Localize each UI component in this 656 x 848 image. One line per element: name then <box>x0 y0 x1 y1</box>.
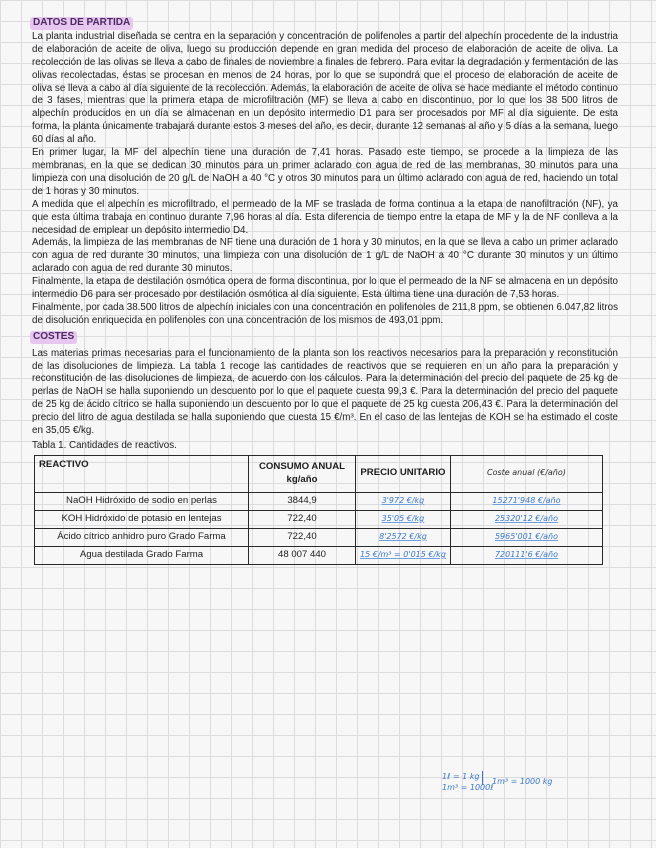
paragraph-costes: Las materias primas necesarias para el funcionamiento de la planta son los reactivos necesarios para la preparación y reconstitución de las disoluciones de limpieza. La tabla 1 recoge las cantidades de reactivos que se requieren en un año para la preparación y reconstitución de las disoluciones de limpieza, de acuerdo con los cálculos. Para la determinación del precio del paquete de 25 kg de perlas de NaOH se halla suponiendo un descuento por lo que el paquete cuesta 99,3 €. Para la determinación del precio del paquete de 25 kg de ácido cítrico se halla suponiendo un descuento por lo que el paquete de 25 kg cuesta 206,43 €. Para la determinación del precio del litro de agua destilada se halla suponiendo que cuesta 15 €/m³. En el caso de las lentejas de KOH se ha estimado el coste en 35,05 €/kg. <box>32 347 618 437</box>
table-row <box>35 546 603 564</box>
cell-consumo: 722,40 <box>249 510 356 528</box>
section-heading-datos: DATOS DE PARTIDA <box>30 17 133 30</box>
cell-precio: 3'972 €/kg <box>381 495 425 505</box>
paragraph-4: Además, la limpieza de las membranas de NF tiene una duración de 1 hora y 30 minutos, en la que se lleva a cabo un primer aclarado con agua de red durante 30 minutos, una limpieza con una disolución de 1 g/L de NaOH a 40 °C durante 30 minutos y un último aclarado con agua de red durante 30 minutos. <box>32 237 618 275</box>
cell-consumo: 3844,9 <box>249 492 356 510</box>
cell-precio: 35'05 €/kg <box>381 513 425 523</box>
cell-reactivo: Ácido cítrico anhidro puro Grado Farma <box>35 528 249 546</box>
reagents-table <box>34 455 603 565</box>
table-row <box>35 492 603 510</box>
table-row <box>35 528 603 546</box>
header-reactivo: REACTIVO <box>35 455 249 492</box>
cell-reactivo: NaOH Hidróxido de sodio en perlas <box>35 492 249 510</box>
cell-reactivo: KOH Hidróxido de potasio en lentejas <box>35 510 249 528</box>
note-m3-kg: 1m³ = 1000 kg <box>492 777 553 786</box>
table-caption: Tabla 1. Cantidades de reactivos. <box>32 440 177 451</box>
paragraph-1: La planta industrial diseñada se centra en la separación y concentración de polifenoles a partir del alpechín procedente de la industria de elaboración de aceite de oliva, luego su producción depende en gran medida del proceso de elaboración de aceite de oliva. La recolección de las olivas se lleva a cabo de finales de noviembre a finales de febrero. Para evitar la degradación y fermentación de las olivas recolectadas, éstas se procesan en menos de 24 horas, por lo que se supondrá que el proceso de elaboración de aceite de oliva se lleva a cabo al día siguiente de la recolección. Además, la elaboración de aceite de oliva se hace mediante el método continuo de 3 fases, mientras que la primera etapa de microfiltración (MF) se lleva a cabo en discontinuo, por lo que los 38 500 litros de alpechín producidos en un día se almacenan en un depósito intermedio D1 para ser procesados por MF al día siguiente. De esta forma, la planta únicamente trabajará durante estos 3 meses del año, es decir, durante 12 semanas al año y 5 días a la semana, luego 60 días al año. <box>32 30 618 146</box>
handwritten-notes <box>442 771 553 793</box>
header-consumo: CONSUMO ANUAL kg/año <box>249 455 356 492</box>
cell-precio: 15 €/m³ = 0'015 €/kg <box>360 549 446 559</box>
cell-consumo: 722,40 <box>249 528 356 546</box>
paragraph-5: Finalmente, la etapa de destilación osmótica opera de forma discontinua, por lo que el permeado de la NF se almacena en un depósito intermedio D6 para ser procesado por destilación osmótica al día siguiente. Esta última tiene una duración de 7,53 horas. <box>32 276 618 301</box>
paragraph-6: Finalmente, por cada 38.500 litros de alpechín iniciales con una concentración en polifenoles de 211,8 ppm, se obtienen 6.047,82 litros de disolución enriquecida en polifenoles con una concentración de los mismos de 493,01 ppm. <box>32 301 618 326</box>
cell-coste: 5965'001 €/año <box>494 531 558 541</box>
section-heading-costes: COSTES <box>30 331 77 344</box>
header-precio: PRECIO UNITARIO <box>356 455 451 492</box>
cell-coste: 15271'948 €/año <box>492 495 561 505</box>
table-row <box>35 510 603 528</box>
table-header-row <box>35 455 603 492</box>
note-m3-litre: 1m³ = 1000ℓ <box>442 783 494 792</box>
note-litre-kg: 1ℓ = 1 kg <box>442 772 480 781</box>
header-coste-anual: Coste anual (€/año) <box>450 455 602 492</box>
cell-coste: 25320'12 €/año <box>494 513 558 523</box>
document-page <box>32 17 618 565</box>
cell-coste: 720111'6 €/año <box>494 549 558 559</box>
cell-reactivo: Agua destilada Grado Farma <box>35 546 249 564</box>
bracket-arrow-icon <box>482 771 492 785</box>
cell-consumo: 48 007 440 <box>249 546 356 564</box>
paragraph-2: En primer lugar, la MF del alpechín tiene una duración de 7,41 horas. Pasado este tiempo, se procede a la limpieza de las membranas, en la que se dedican 30 minutos para un primer aclarado con agua de red de las membranas, 30 minutos para una limpieza con una disolución de 20 g/L de NaOH a 40 °C y otros 30 minutos para un último aclarado con agua de red, haciendo un total de 1 horas y 30 minutos. <box>32 147 618 197</box>
paragraph-3: A medida que el alpechín es microfiltrado, el permeado de la MF se traslada de forma continua a la etapa de nanofiltración (NF), ya que esta última trabaja en continuo durante 7,96 horas al día. Esta diferencia de tiempo entre la etapa de MF y la de NF conlleva a la necesidad de emplear un depósito intermedio D4. <box>32 198 618 236</box>
cell-precio: 8'2572 €/kg <box>379 531 427 541</box>
